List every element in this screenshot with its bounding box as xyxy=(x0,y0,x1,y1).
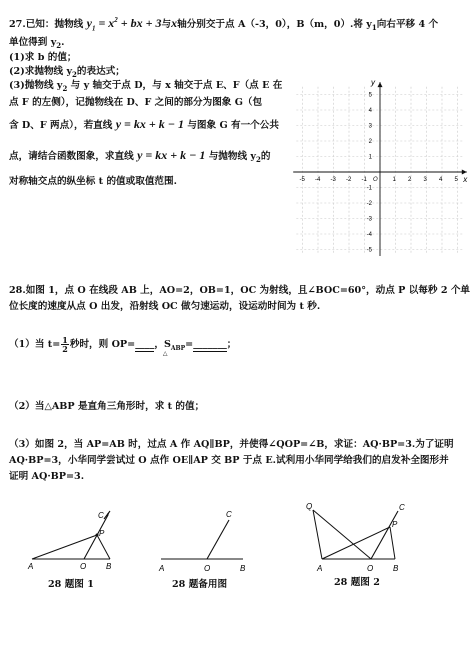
x-tick-label: 5 xyxy=(454,177,458,183)
x-tick-label: -3 xyxy=(330,177,336,183)
x-tick-label: -5 xyxy=(299,177,305,183)
fig2-label-Q: Q xyxy=(306,502,313,511)
q27-part3-line5: 对称轴交点的纵坐标 t 的值或取值范围. xyxy=(9,176,177,187)
y-tick-label: 3 xyxy=(368,123,372,130)
q28-part3-line2: AQ·BP=3，小华同学尝试过 O 点作 OE∥AP 交 BP 于点 E.试利用小华同学给我们的启发补全图形并 xyxy=(9,455,449,466)
y-tick-label: -3 xyxy=(366,216,372,223)
y-tick-label: -1 xyxy=(366,185,372,192)
grid-labels xyxy=(300,78,469,253)
x-tick-label: 2 xyxy=(408,177,412,183)
fig1-label-C: C xyxy=(98,511,104,520)
fig2-label-P: P xyxy=(392,520,398,529)
q27-line2: 单位得到 $y_2$. xyxy=(9,37,65,50)
spare-label-C: C xyxy=(226,510,232,519)
q28-part1: （1）当 t= $\frac{1}{2}$ 秒时，则 OP=____，$S_{ABP}$ △ =_______； xyxy=(9,335,237,357)
figure-2 xyxy=(300,497,410,577)
y-tick-label: 1 xyxy=(368,154,372,161)
fig2-label-A: A xyxy=(317,564,323,573)
figure-spare xyxy=(155,505,255,575)
spare-label-A: A xyxy=(159,564,165,573)
fig1-label-A: A xyxy=(28,562,34,571)
y-tick-label: 4 xyxy=(368,108,372,114)
q27-part3-line2: 点 F 的左侧），记抛物线在 D、F 之间的部分为图象 G（包 xyxy=(9,97,263,108)
grid-axes xyxy=(293,82,467,256)
q28-line2: 位长度的速度从点 O 出发，沿射线 OC 做匀速运动，设运动时间为 t 秒. xyxy=(9,301,321,312)
y-tick-label: -4 xyxy=(366,232,372,238)
fig2-caption: 28 题图 2 xyxy=(334,577,380,588)
x-tick-label: 3 xyxy=(423,177,427,183)
q27-part1: (1)求 b 的值； xyxy=(9,52,77,63)
q27-part3-line1: (3)抛物线 $y_2$ 与 y 轴交于点 D，与 x 轴交于点 E、F（点 E 在 xyxy=(9,80,283,93)
y-tick-label: -2 xyxy=(366,201,372,207)
x-tick-label: -1 xyxy=(361,177,367,183)
fig2-label-B: B xyxy=(393,564,399,573)
y-axis-label: y xyxy=(371,78,375,88)
q27-number: 27. xyxy=(9,19,26,30)
fig2-label-O: O xyxy=(367,564,374,573)
fig1-label-B: B xyxy=(106,562,112,571)
q28-line1: 28.如图 1，点 O 在线段 AB 上，AO=2，OB=1，OC 为射线，且∠BOC=60°，动点 P 以每秒 2 个单 xyxy=(9,285,471,296)
blank-area: _______ xyxy=(193,339,227,350)
y-tick-label: -5 xyxy=(366,247,372,254)
fig1-label-O: O xyxy=(80,562,87,571)
fig1-label-P: P xyxy=(99,529,105,538)
spare-label-O: O xyxy=(204,564,211,573)
origin-label: O xyxy=(373,177,378,183)
q27-part3-line3: 含 D、F 两点），若直线 y = kx + k − 1 与图象 G 有一个公共 xyxy=(9,117,279,131)
x-tick-label: 4 xyxy=(439,177,443,183)
fig-spare-caption: 28 题备用图 xyxy=(172,579,228,590)
y-tick-label: 2 xyxy=(368,139,372,145)
q28-number: 28. xyxy=(9,285,26,296)
spare-label-B: B xyxy=(240,564,246,573)
x-axis-label: x xyxy=(463,175,468,184)
line-expression: y = kx + k − 1 xyxy=(115,117,184,131)
y-axis-arrow xyxy=(378,82,383,87)
fig2-label-C: C xyxy=(399,503,405,512)
q27-line1: 27.已知：抛物线 $y_1 = x^2$ + bx + 3与x轴分别交于点 A（-3，0），B（m，0）.将 $y_1$向右平移 4 个 xyxy=(9,16,439,33)
q28-part2: （2）当△ABP 是直角三角形时，求 t 的值； xyxy=(9,401,205,412)
q28-part3-line1: （3）如图 2，当 AP=AB 时，过点 A 作 AQ∥BP，并使得∠QOP=∠B，求证：AQ·BP=3.为了证明 xyxy=(9,439,454,450)
y-tick-label: 5 xyxy=(368,92,372,99)
fig1-caption: 28 题图 1 xyxy=(48,579,94,590)
blank-op: ____ xyxy=(135,339,155,350)
x-tick-label: 1 xyxy=(392,177,396,183)
figure-1 xyxy=(24,505,124,575)
q27-equation: $y_1 = x^2$ + bx + 3 xyxy=(86,16,162,33)
half-fraction: $\frac{1}{2}$ xyxy=(62,335,68,354)
x-axis-arrow xyxy=(462,170,467,175)
x-tick-label: -2 xyxy=(346,177,352,183)
x-tick-label: -4 xyxy=(315,177,321,183)
q27-part3-line4: 点，请结合函数图象，求直线 y = kx + k − 1 与抛物线 $y_2$的 xyxy=(9,148,271,164)
coordinate-grid xyxy=(292,76,474,256)
q27-part2: (2)求抛物线 $y_2$的表达式； xyxy=(9,66,125,79)
q28-part3-line3: 证明 AQ·BP=3. xyxy=(9,471,85,482)
